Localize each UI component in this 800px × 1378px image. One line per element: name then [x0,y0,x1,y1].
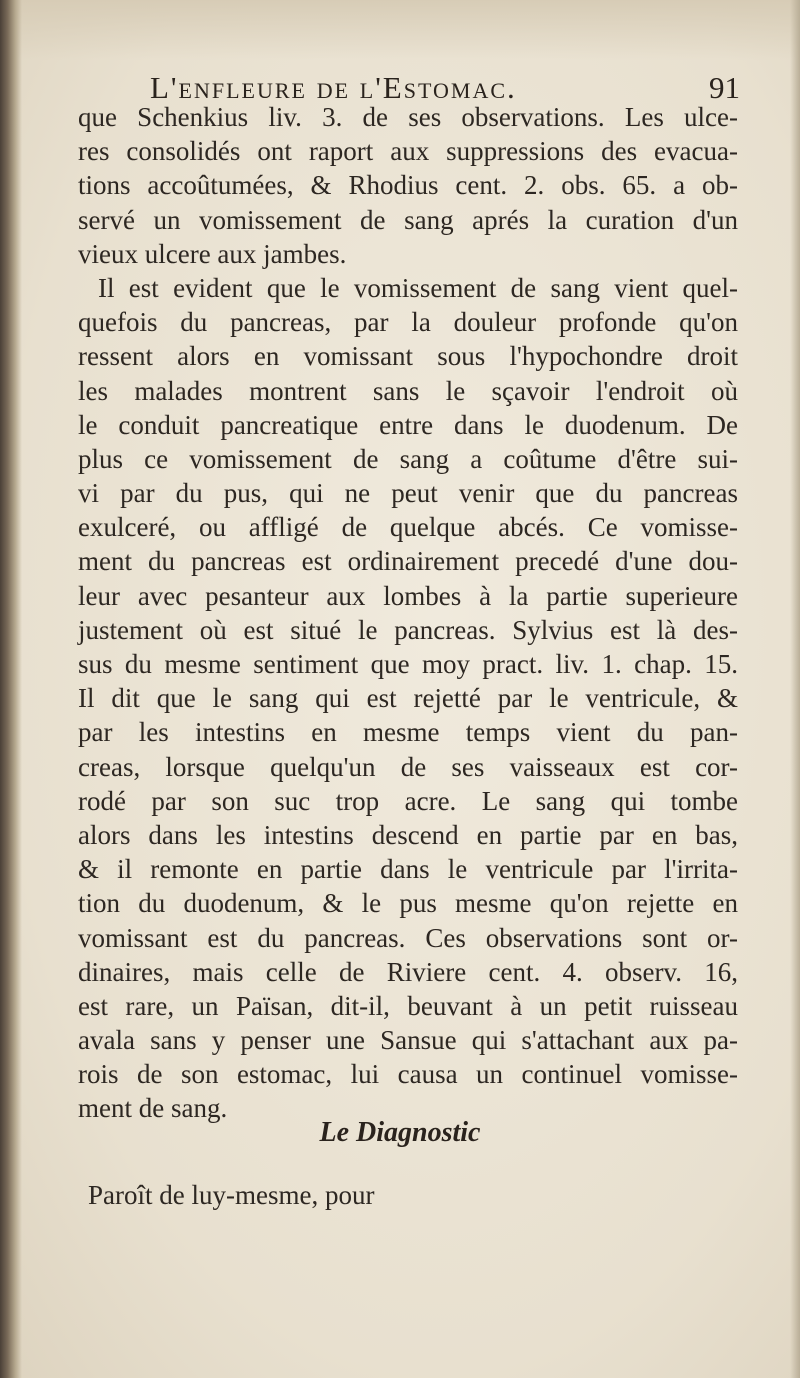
text-line: dinaires, mais celle de Riviere cent. 4. observ. 16, [78,956,738,987]
section-heading: Le Diagnostic [319,1117,481,1148]
text-line: que Schenkius liv. 3. de ses observations. Les ulce- [78,102,738,132]
text-line: sus du mesme sentiment que moy pract. liv. 1. chap. 15. [78,649,738,679]
text-line: tions accoûtumées, & Rhodius cent. 2. obs. 65. a ob- [78,170,738,201]
text-line: servé un vomissement de sang aprés la curation d'un [78,204,738,235]
page-number: 91 [709,70,740,105]
text-line: par les intestins en mesme temps vient du pan- [78,717,738,748]
text-line: est rare, un Païsan, dit-il, beuvant à un petit ruisseau [78,990,738,1021]
text-line: plus ce vomissement de sang a coûtume d'être sui- [78,443,738,474]
text-line: quefois du pancreas, par la douleur profonde qu'on [78,307,738,338]
text-line: ressent alors en vomissant sous l'hypochondre droit [78,341,738,372]
text-line: creas, lorsque quelqu'un de ses vaisseaux est cor- [78,751,738,782]
text-line: ment du pancreas est ordinairement precedé d'une dou- [78,546,738,577]
text-line: res consolidés ont raport aux suppressions des evacua- [78,136,738,167]
text-line: vieux ulcere aux jambes. [78,238,347,269]
text-line: le conduit pancreatique entre dans le duodenum. De [78,409,738,440]
book-spine-shadow [0,0,22,1378]
text-line: justement où est situé le pancreas. Sylvius est là des- [78,614,738,645]
text-line: alors dans les intestins descend en partie par en bas, [78,819,738,850]
body-text [78,100,738,1126]
text-line: les malades montrent sans le sçavoir l'endroit où [78,375,738,406]
text-line: vi par du pus, qui ne peut venir que du pancreas [78,478,738,509]
text-line: vomissant est du pancreas. Ces observations sont or- [78,922,738,953]
page-top-shadow [0,0,800,60]
text-line: & il remonte en partie dans le ventricule par l'irrita- [78,854,738,885]
text-line: Il est evident que le vomissement de sang vient quel- [98,272,738,303]
running-title: L'enfleure de l'Estomac. [150,70,517,105]
text-line: rodé par son suc trop acre. Le sang qui tombe [78,785,738,816]
text-line: Paroît de luy-mesme, pour [88,1180,375,1210]
text-line: rois de son estomac, lui causa un continuel vomisse- [78,1059,738,1090]
text-line: tion du duodenum, & le pus mesme qu'on rejette en [78,888,738,919]
text-line: leur avec pesanteur aux lombes à la partie superieure [78,580,738,611]
text-line: ment de sang. [78,1093,228,1124]
text-line: Il dit que le sang qui est rejetté par le ventricule, & [78,683,738,714]
paragraph-1 [78,100,738,271]
text-line: avala sans y penser une Sansue qui s'attachant aux pa- [78,1025,738,1056]
paragraph-2 [78,271,738,1126]
text-line: exulceré, ou affligé de quelque abcés. Ce vomisse- [78,512,738,543]
page-edge-shadow [790,0,800,1378]
